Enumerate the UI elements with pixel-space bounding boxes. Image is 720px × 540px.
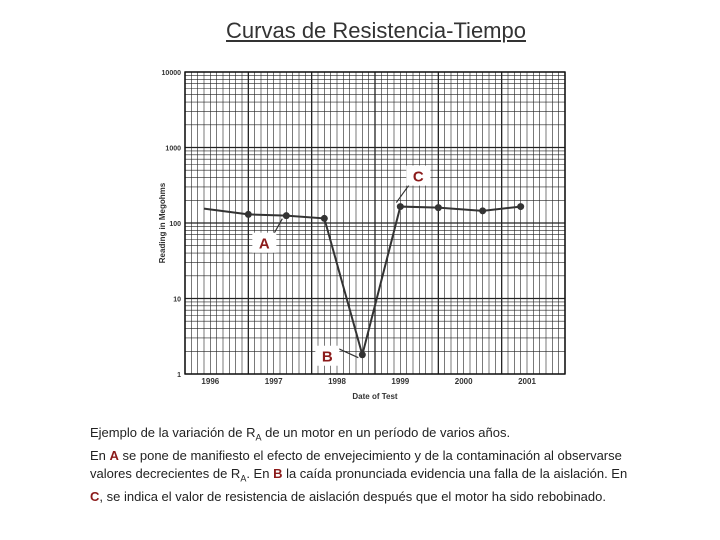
data-point bbox=[321, 215, 328, 222]
annotation-label-a: A bbox=[258, 235, 270, 253]
chart-caption bbox=[90, 424, 690, 505]
x-axis-label: Date of Test bbox=[352, 392, 398, 401]
data-point bbox=[283, 212, 290, 219]
x-tick-label: 2001 bbox=[518, 377, 536, 386]
chart-annotations bbox=[252, 166, 430, 366]
caption-line-2: En A se pone de manifiesto el efecto de envejecimiento y de la contaminación al observarse bbox=[90, 448, 622, 464]
x-tick-label: 1999 bbox=[391, 377, 410, 386]
x-tick-label: 1997 bbox=[264, 377, 283, 386]
data-point bbox=[517, 203, 524, 210]
y-tick-label: 1000 bbox=[165, 145, 181, 153]
y-tick-label: 1 bbox=[177, 372, 181, 379]
data-point bbox=[359, 351, 366, 358]
x-tick-label: 1996 bbox=[201, 377, 220, 386]
x-tick-label: 2000 bbox=[454, 377, 473, 386]
caption-line-3: valores decrecientes de $R_A$. En B la caída pronunciada evidencia una falla de la aislación. En bbox=[90, 465, 628, 484]
y-axis-label: Reading in Megohms bbox=[158, 182, 167, 264]
data-point bbox=[435, 204, 442, 211]
y-tick-label: 100 bbox=[169, 221, 181, 228]
annotation-label-b: B bbox=[321, 348, 333, 366]
data-point bbox=[479, 207, 486, 214]
annotation-label-c: C bbox=[412, 168, 424, 186]
y-tick-label: 10 bbox=[173, 296, 181, 304]
chart-grid bbox=[185, 72, 565, 374]
annotation-pointer bbox=[336, 348, 358, 358]
caption-line-1: Ejemplo de la variación de $R_A$ de un motor en un período de varios años. bbox=[90, 425, 511, 443]
data-point bbox=[245, 211, 252, 218]
y-tick-label: 10000 bbox=[161, 70, 181, 77]
x-tick-label: 1998 bbox=[328, 377, 346, 386]
annotation-pointer bbox=[396, 185, 409, 203]
caption-line-4: C, se indica el valor de resistencia de aislación después que el motor ha sido rebobinado. bbox=[90, 488, 606, 504]
page-title: Curvas de Resistencia-Tiempo bbox=[226, 18, 526, 43]
data-point bbox=[397, 203, 404, 210]
